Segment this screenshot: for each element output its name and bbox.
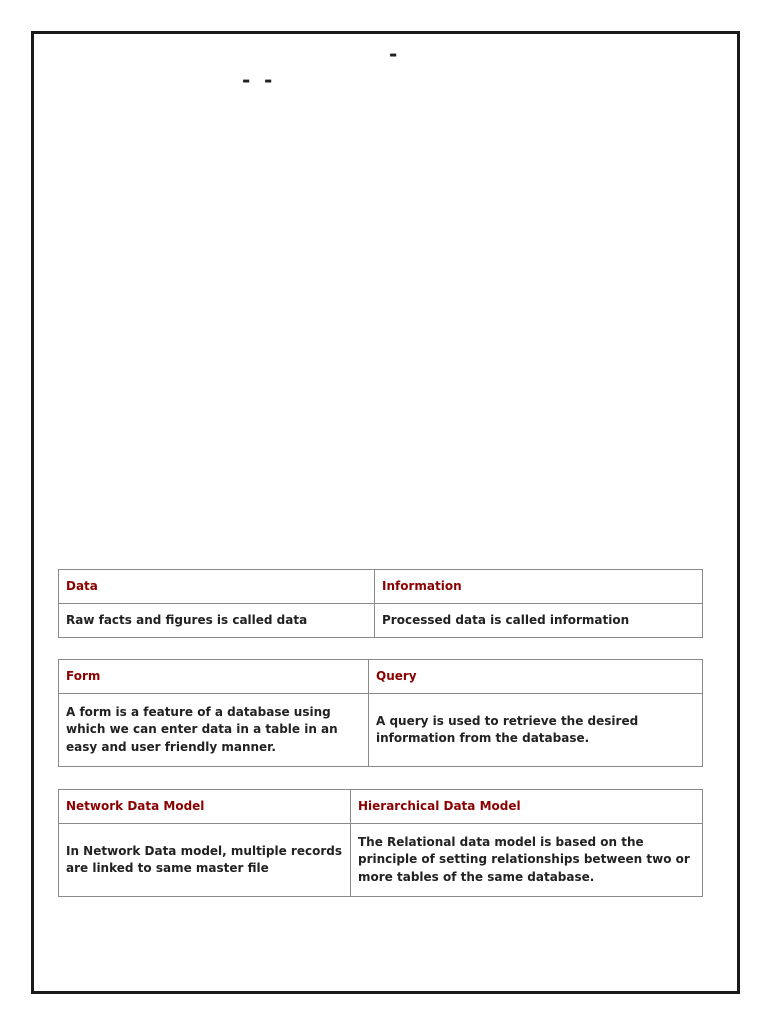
top-dash-mark: - [389, 42, 398, 66]
table-header-cell: Hierarchical Data Model [351, 790, 703, 824]
table-cell: Raw facts and figures is called data [59, 604, 375, 638]
table-header-cell: Form [59, 660, 369, 694]
table-header-row [59, 570, 703, 604]
table-header-cell: Query [369, 660, 703, 694]
form-vs-query-table [58, 659, 703, 767]
table-row [59, 604, 703, 638]
data-vs-information-table [58, 569, 703, 638]
table-cell: Processed data is called information [375, 604, 703, 638]
table-header-row [59, 790, 703, 824]
table-cell: In Network Data model, multiple records are linked to same master file [59, 824, 351, 897]
left-dash-mark: - [264, 68, 273, 92]
table-cell: A query is used to retrieve the desired information from the database. [369, 694, 703, 767]
table-row [59, 694, 703, 767]
table-cell: A form is a feature of a database using which we can enter data in a table in an easy and user friendly manner. [59, 694, 369, 767]
table-header-cell: Network Data Model [59, 790, 351, 824]
table-header-row [59, 660, 703, 694]
table-header-cell: Data [59, 570, 375, 604]
table-row [59, 824, 703, 897]
table-header-cell: Information [375, 570, 703, 604]
left-dash-mark: - [242, 68, 251, 92]
network-vs-hierarchical-table [58, 789, 703, 897]
table-cell: The Relational data model is based on the principle of setting relationships between two or more tables of the same database. [351, 824, 703, 897]
